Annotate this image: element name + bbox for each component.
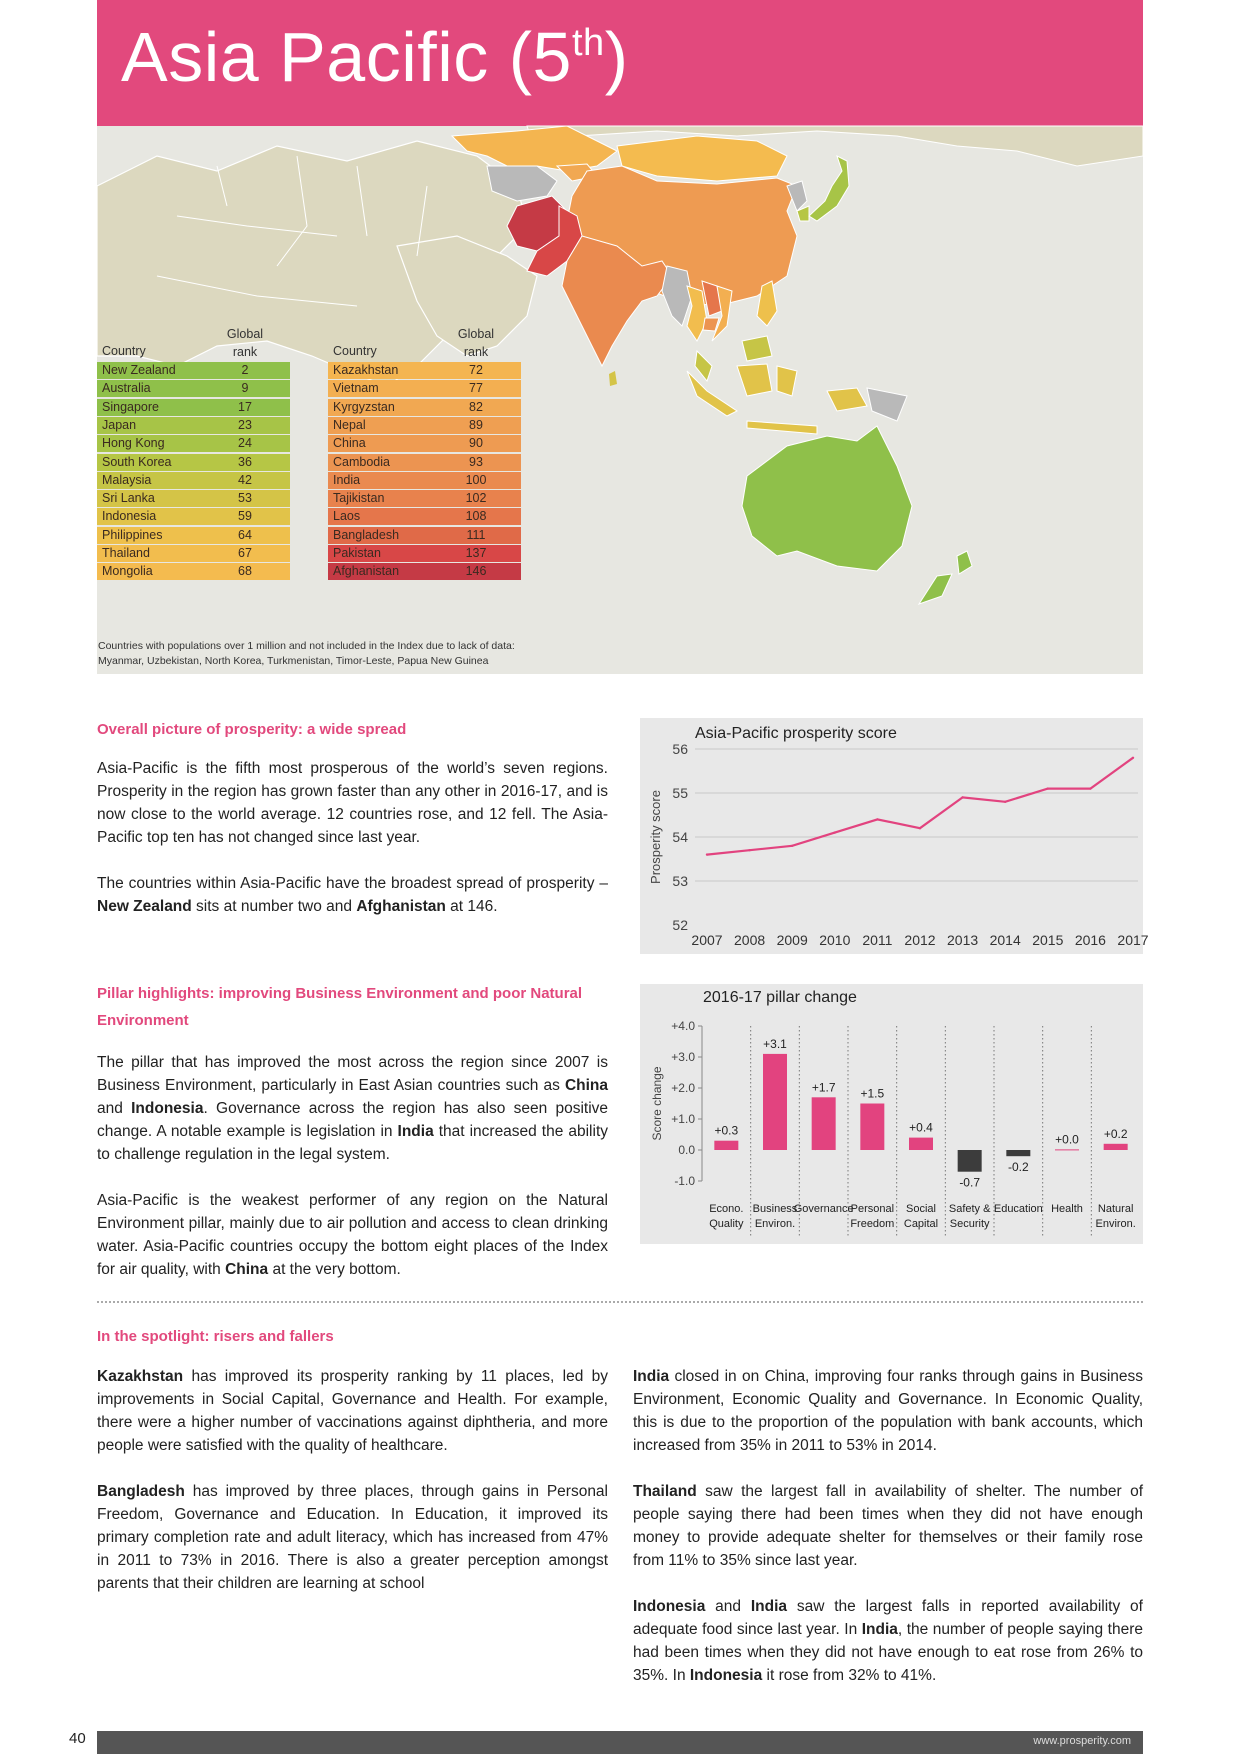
y-tick-label: 54 bbox=[672, 829, 688, 845]
category-label: Governance bbox=[793, 1203, 854, 1215]
data-point bbox=[748, 849, 750, 851]
y-tick-label: +1.0 bbox=[671, 1112, 695, 1126]
bar-value-label: +0.2 bbox=[1103, 1126, 1128, 1141]
bar-value-label: -0.7 bbox=[959, 1175, 981, 1190]
bar-value-label: +0.4 bbox=[909, 1120, 933, 1135]
section1-paragraph-2: The countries within Asia-Pacific have the broadest spread of prosperity – New Zealand sits at number two and Afghanistan at 146. bbox=[97, 875, 608, 915]
rank-table-row bbox=[328, 490, 521, 507]
rank-country: Pakistan bbox=[333, 546, 381, 560]
rank-value: 90 bbox=[469, 436, 483, 451]
rank-country: Singapore bbox=[102, 399, 159, 414]
rank-country: India bbox=[333, 472, 361, 487]
rank-table-row bbox=[328, 435, 521, 452]
category-label: Econo. bbox=[709, 1203, 744, 1215]
rank-value: 72 bbox=[469, 363, 483, 377]
category-label: Capital bbox=[903, 1218, 939, 1230]
rank-value: 93 bbox=[469, 454, 483, 469]
section1-paragraph-1: Asia-Pacific is the fifth most prosperous of the world’s seven regions. Prosperity in the region has grown faster than any other in 2016-17, and is now close to the world average. 12 countries rose, and 12 fell. The Asia-Pacific top ten has not changed since last year. bbox=[97, 760, 608, 846]
rank-country: Nepal bbox=[333, 417, 366, 432]
rank-value: 17 bbox=[238, 399, 252, 414]
bar-chart-panel bbox=[640, 984, 1143, 1244]
left-table-rank-header: Global rank bbox=[226, 327, 264, 359]
section2-paragraph-1: The pillar that has improved the most across the region since 2007 is Business Environment, particularly in East Asian countries such as China and Indonesia. Governance across the region has also seen positive change. A notable example is legislation in India that increased the ability to challenge regulation in the legal system. bbox=[97, 1054, 609, 1163]
rank-value: 23 bbox=[238, 417, 252, 432]
x-tick-label: 2012 bbox=[904, 932, 936, 948]
rank-country: New Zealand bbox=[102, 363, 176, 377]
rank-country: Malaysia bbox=[102, 472, 152, 487]
rank-value: 82 bbox=[469, 399, 483, 414]
rank-country: Kazakhstan bbox=[333, 363, 399, 377]
x-tick-label: 2016 bbox=[1074, 932, 1106, 948]
rank-country: Sri Lanka bbox=[102, 491, 155, 506]
category-label: Education bbox=[993, 1203, 1043, 1215]
rank-value: 67 bbox=[238, 546, 252, 560]
rank-table-row bbox=[97, 399, 290, 416]
rank-value: 36 bbox=[238, 454, 252, 469]
australia-shape bbox=[742, 426, 912, 571]
category-label: Social bbox=[906, 1203, 936, 1215]
x-tick-label: 2014 bbox=[989, 932, 1021, 948]
rank-table-row bbox=[97, 472, 290, 489]
rank-value: 64 bbox=[238, 527, 252, 542]
x-tick-label: 2015 bbox=[1032, 932, 1064, 948]
data-point bbox=[791, 845, 793, 847]
category-label: Business bbox=[752, 1203, 798, 1215]
x-tick-label: 2009 bbox=[776, 932, 808, 948]
y-tick-label: 56 bbox=[672, 741, 688, 757]
section1-heading: Overall picture of prosperity: a wide spread bbox=[97, 721, 407, 738]
category-label: Environ. bbox=[1095, 1218, 1136, 1230]
rank-value: 2 bbox=[241, 363, 249, 377]
x-tick-label: 2013 bbox=[947, 932, 979, 948]
footer-url[interactable]: www.prosperity.com bbox=[1033, 1735, 1131, 1747]
bar-chart bbox=[640, 984, 1143, 1244]
rank-table-row bbox=[328, 508, 521, 525]
pillar-bar bbox=[1055, 1149, 1079, 1150]
rank-table-row bbox=[97, 454, 290, 471]
rank-table-row bbox=[97, 563, 290, 580]
data-point bbox=[919, 827, 921, 829]
map-note: Countries with populations over 1 million and not included in the Index due to lack of data: Myanmar, Uzbekistan, North Korea, Turkmenistan, Timor-Leste, Papua New Guinea bbox=[98, 640, 515, 667]
page-title: Asia Pacific (5th) bbox=[121, 18, 629, 96]
rank-value: 108 bbox=[465, 509, 487, 524]
rank-table-row bbox=[328, 472, 521, 489]
rank-table-row bbox=[328, 399, 521, 416]
rank-table-row bbox=[328, 417, 521, 434]
right-table-rank-header: Global rank bbox=[457, 327, 495, 359]
rank-value: 24 bbox=[238, 436, 252, 451]
pillar-bar bbox=[860, 1104, 884, 1151]
rank-value: 9 bbox=[241, 381, 249, 396]
rank-country: Cambodia bbox=[333, 454, 390, 469]
data-point bbox=[876, 818, 878, 820]
category-label: Safety & bbox=[948, 1203, 991, 1215]
rank-table-row bbox=[97, 435, 290, 452]
page-number: 40 bbox=[69, 1730, 86, 1747]
rank-country: Afghanistan bbox=[333, 564, 400, 579]
rank-country: China bbox=[333, 436, 366, 451]
pillar-bar bbox=[763, 1054, 787, 1150]
y-tick-label: 52 bbox=[672, 917, 688, 933]
rank-value: 53 bbox=[238, 491, 252, 506]
data-point bbox=[961, 796, 963, 798]
myanmar-grey bbox=[662, 266, 692, 326]
bar-value-label: -0.2 bbox=[1007, 1160, 1029, 1175]
rank-table-row bbox=[97, 508, 290, 525]
rank-value: 146 bbox=[465, 564, 487, 579]
y-tick-label: +4.0 bbox=[671, 1019, 695, 1033]
data-point bbox=[834, 831, 836, 833]
rank-value: 59 bbox=[238, 509, 252, 524]
rank-country: Mongolia bbox=[102, 564, 153, 579]
data-point bbox=[1047, 787, 1049, 789]
rank-table-row bbox=[328, 362, 521, 379]
pillar-bar bbox=[958, 1150, 982, 1172]
rank-value: 100 bbox=[465, 472, 487, 487]
y-tick-label: +3.0 bbox=[671, 1050, 695, 1064]
rank-country: Laos bbox=[333, 509, 361, 524]
category-label: Natural bbox=[1097, 1203, 1134, 1215]
x-tick-label: 2010 bbox=[819, 932, 851, 948]
data-point bbox=[1004, 801, 1006, 803]
x-tick-label: 2007 bbox=[691, 932, 723, 948]
y-tick-label: 53 bbox=[672, 873, 688, 889]
rank-table-row bbox=[328, 563, 521, 580]
rank-value: 89 bbox=[469, 417, 483, 432]
rank-table-row bbox=[97, 527, 290, 544]
data-point bbox=[706, 853, 708, 855]
rank-country: Kyrgyzstan bbox=[333, 399, 395, 414]
rank-table-row bbox=[97, 417, 290, 434]
thailand-paragraph: Thailand saw the largest fall in availability of shelter. The number of people saying there had been times when they did not have enough money to provide adequate shelter for themselves or their family rose from 11% to 35% since last year. bbox=[633, 1483, 1143, 1569]
category-label: Personal bbox=[850, 1203, 895, 1215]
region-map bbox=[97, 126, 1143, 674]
y-axis-label: Prosperity score bbox=[648, 790, 663, 884]
x-tick-label: 2008 bbox=[734, 932, 766, 948]
kazakhstan-paragraph: Kazakhstan has improved its prosperity ranking by 11 places, led by improvements in Social Capital, Governance and Health. For example, there were a higher number of vaccinations against diphtheria, and more people were satisfied with the quality of healthcare. bbox=[97, 1368, 608, 1454]
section-divider bbox=[97, 1301, 1143, 1303]
rank-country: Bangladesh bbox=[333, 527, 400, 542]
india-paragraph: India closed in on China, improving four ranks through gains in Business Environment, Economic Quality and Governance. In Economic Quality, this is due to the proportion of the population with bank accounts, which increased from 35% in 2011 to 53% in 2014. bbox=[633, 1368, 1143, 1454]
indonesia-shape bbox=[687, 364, 867, 434]
rank-table-row bbox=[328, 454, 521, 471]
rank-country: South Korea bbox=[102, 454, 172, 469]
section2-heading: Pillar highlights: improving Business Environment and poor Natural Environment bbox=[97, 985, 583, 1029]
category-label: Environ. bbox=[754, 1218, 796, 1230]
y-tick-label: 55 bbox=[672, 785, 688, 801]
rank-table-row bbox=[328, 527, 521, 544]
rank-value: 42 bbox=[238, 472, 252, 487]
y-tick-label: 0.0 bbox=[678, 1143, 695, 1157]
data-point bbox=[1089, 787, 1091, 789]
rank-table-row bbox=[97, 545, 290, 562]
section3-heading: In the spotlight: risers and fallers bbox=[97, 1328, 334, 1345]
bangladesh-paragraph: Bangladesh has improved by three places, through gains in Personal Freedom, Governance and Education. In Education, it improved its primary completion rate and adult literacy, which has increased from 47% in 2011 to 73% in 2016. There is also a greater perception amongst parents that their children are learning at school bbox=[97, 1483, 608, 1592]
category-label: Quality bbox=[709, 1218, 744, 1230]
new-zealand-shape bbox=[919, 551, 972, 604]
rank-table-row bbox=[97, 380, 290, 397]
rank-table-row bbox=[97, 490, 290, 507]
rank-country: Vietnam bbox=[333, 381, 379, 396]
pillar-bar bbox=[909, 1138, 933, 1150]
png-grey bbox=[867, 388, 907, 421]
y-axis-label: Score change bbox=[650, 1066, 664, 1141]
bar-value-label: +1.7 bbox=[811, 1080, 836, 1095]
section2-paragraph-2: Asia-Pacific is the weakest performer of any region on the Natural Environment pillar, mainly due to air pollution and access to clean drinking water. Asia-Pacific countries occupy the bottom eight places of the Index for air quality, with China at the very bottom. bbox=[97, 1192, 608, 1278]
x-tick-label: 2017 bbox=[1117, 932, 1149, 948]
rank-country: Tajikistan bbox=[333, 491, 385, 506]
rank-value: 102 bbox=[465, 491, 487, 506]
rank-table-row bbox=[97, 362, 290, 379]
line-chart bbox=[640, 718, 1149, 954]
page-header bbox=[97, 0, 1143, 126]
x-tick-label: 2011 bbox=[862, 932, 893, 948]
bar-value-label: +3.1 bbox=[763, 1036, 787, 1051]
rank-table-row bbox=[328, 545, 521, 562]
bar-value-label: +0.3 bbox=[714, 1123, 739, 1138]
right-table-country-header: Country bbox=[333, 344, 377, 358]
rank-country: Australia bbox=[102, 381, 151, 396]
rank-value: 77 bbox=[469, 381, 483, 396]
rank-value: 68 bbox=[238, 564, 252, 579]
rank-value: 111 bbox=[466, 527, 486, 542]
rank-country: Indonesia bbox=[102, 509, 157, 524]
pillar-bar bbox=[812, 1097, 836, 1150]
line-chart-panel bbox=[640, 718, 1149, 954]
bar-value-label: +1.5 bbox=[860, 1086, 885, 1101]
bar-value-label: +0.0 bbox=[1055, 1132, 1079, 1147]
category-label: Security bbox=[949, 1218, 990, 1230]
data-point bbox=[1132, 757, 1134, 759]
rank-country: Philippines bbox=[102, 527, 163, 542]
rank-table-row bbox=[328, 380, 521, 397]
bar-chart-title: 2016-17 pillar change bbox=[703, 989, 857, 1006]
line-chart-title: Asia-Pacific prosperity score bbox=[695, 725, 897, 742]
category-label: Health bbox=[1051, 1203, 1083, 1215]
y-tick-label: -1.0 bbox=[674, 1174, 695, 1188]
pillar-bar bbox=[1104, 1144, 1128, 1150]
y-tick-label: +2.0 bbox=[671, 1081, 695, 1095]
sri-lanka-shape bbox=[609, 371, 617, 386]
prosperity-score-line bbox=[707, 758, 1133, 855]
category-label: Freedom bbox=[850, 1218, 895, 1230]
indonesia-paragraph: Indonesia and India saw the largest falls in reported availability of adequate food since last year. In India, the number of people saying there had been times when they did not have enough to eat rose from 26% to 35%. In Indonesia it rose from 32% to 41%. bbox=[633, 1598, 1143, 1684]
footer-bar bbox=[97, 1731, 1143, 1754]
rank-country: Thailand bbox=[102, 546, 150, 560]
left-table-country-header: Country bbox=[102, 344, 146, 358]
rank-country: Japan bbox=[102, 417, 137, 432]
rank-value: 137 bbox=[465, 546, 487, 560]
pillar-bar bbox=[1006, 1150, 1030, 1156]
japan-shape bbox=[809, 156, 849, 221]
pillar-bar bbox=[714, 1141, 738, 1150]
rank-country: Hong Kong bbox=[102, 436, 165, 451]
